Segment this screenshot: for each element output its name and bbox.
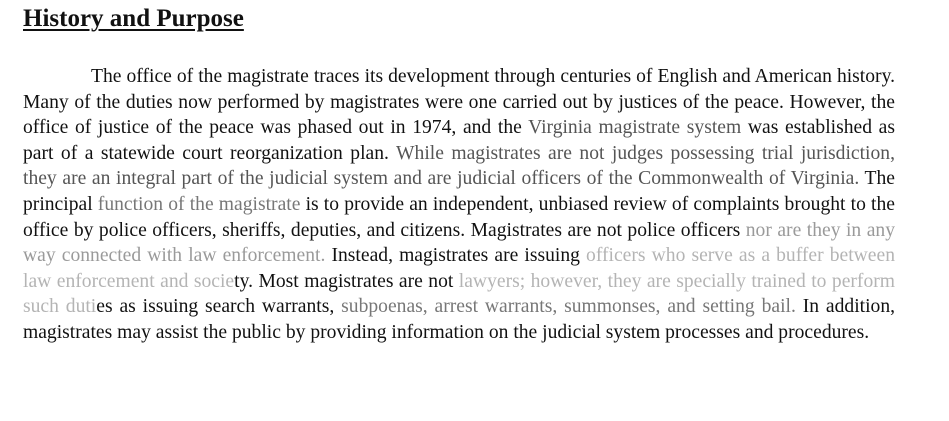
text-segment: Instead, magistrates are issuing: [325, 245, 587, 267]
faded-text-segment: lawyers; however, they are specially trained to perform such duti: [23, 270, 896, 318]
text-segment: is to provide an independent, unbiased review of complaints brought to the office by police officers, sheriffs, deputies, and citizens. Magistrates are not police officers: [23, 193, 895, 241]
text-segment: The principal: [23, 168, 895, 215]
faded-text-segment: officers who serve as a buffer between law enforcement and socie: [23, 245, 896, 292]
faded-text-segment: Virginia magistrate system: [528, 117, 742, 139]
faded-text-segment: While magistrates are not judges possessing trial jurisdiction, they are an integral part of the judicial system and are judicial officers of the Commonwealth of Virginia.: [23, 142, 895, 190]
faded-text-segment: function of the magistrate: [97, 193, 301, 215]
text-segment: es as issuing search warrants,: [96, 296, 342, 318]
text-segment: was established as part of a statewide court reorganization plan.: [23, 117, 895, 164]
faded-text-segment: subpoenas, arrest warrants, summonses, and setting bail.: [341, 296, 796, 318]
text-segment: The office of the magistrate traces its development through centuries of English and American history. Many of the duties now performed by magistrates were one carried out by justices of the peace. However, the office of justice of the peace was phased out in 1974, and the: [23, 66, 895, 139]
section-heading: History and Purpose: [23, 5, 244, 32]
text-segment: ty. Most magistrates are not: [234, 270, 459, 292]
text-segment: In addition, magistrates may assist the public by providing information on the judicial system processes and procedures.: [23, 296, 896, 343]
history-paragraph: [23, 64, 895, 346]
faded-text-segment: nor are they in any way connected with law enforcement.: [23, 219, 895, 267]
